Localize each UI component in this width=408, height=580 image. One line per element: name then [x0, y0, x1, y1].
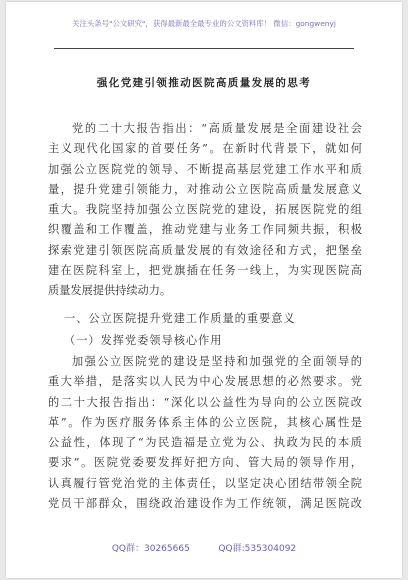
document-page [6, 2, 402, 578]
text-line: 主义现代化国家的首要任务”。在新时代背景下，就如何 [48, 142, 362, 156]
text-line: 重大。我院坚持加强公立医院党的建设，拓展医院党的组 [48, 203, 362, 217]
page-header: 关注头条号"公文研究"，获得最新最全最专业的公文资料库！ 微信：gongwenyj [72, 19, 336, 28]
text-line: 加强公立医院党的领导、不断提高基层党建工作水平和质 [48, 162, 362, 176]
text-line: 量，提升党建引领能力，对推动公立医院高质量发展意义 [48, 182, 362, 196]
text-line: 重大举措，是落实以人民为中心发展思想的必然要求。党 [48, 375, 362, 389]
text-line: 党的二十大报告指出：“高质量发展是全面建设社会 [72, 122, 362, 135]
subsection-heading: （一）发挥党委领导核心作用 [64, 334, 223, 347]
text-line: 质量发展提供持续动力。 [48, 284, 172, 298]
paragraph-intro [48, 119, 362, 302]
document-title: 强化党建引领推动医院高质量发展的思考 [96, 77, 312, 89]
text-line: 的二十大报告指出：“深化以公益性为导向的公立医院改 [48, 395, 362, 409]
text-line: 建在医院科室上，把党旗插在任务一线上，为实现医院高 [48, 264, 362, 278]
text-line: 加强公立医院党的建设是坚持和加强党的全面领导的 [72, 355, 362, 368]
page-footer: QQ群：30265665 QQ群:535304092 [111, 544, 297, 554]
text-line: 认真履行管党治党的主体责任，以坚定决心团结带领全院 [48, 476, 362, 490]
text-line: 织覆盖和工作覆盖，推动党建与业务工作同频共振，积极 [48, 223, 362, 237]
text-line: 公益性，体现了“为民造福是立党为公、执政为民的本质 [48, 436, 362, 450]
section-heading: 一、公立医院提升党建工作质量的重要意义 [64, 312, 296, 325]
text-line: 革”。作为医疗服务体系主体的公立医院，其核心属性是 [48, 415, 362, 429]
text-line: 探索党建引领医院高质量发展的有效途径和方式，把堡垒 [48, 243, 362, 257]
paragraph-body [48, 352, 362, 514]
header-divider [54, 48, 354, 49]
text-line: 党员干部群众，围绕政治建设作为工作统领，满足医院改 [48, 497, 362, 511]
text-line: 要求”。医院党委要发挥好把方向、管大局的领导作用， [48, 456, 362, 470]
